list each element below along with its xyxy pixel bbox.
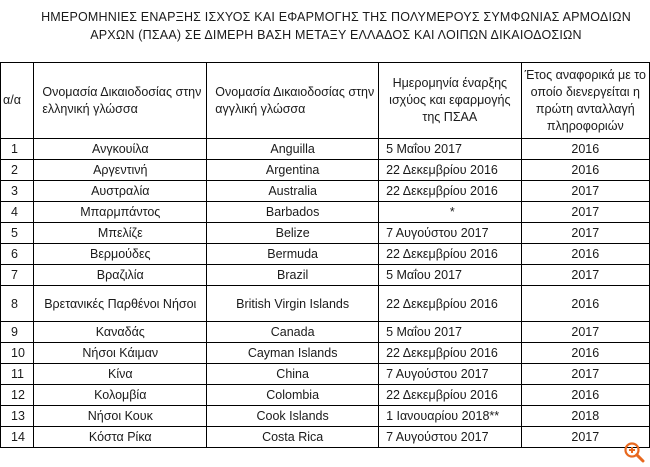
start-date-cell: 22 Δεκεμβρίου 2016 (379, 385, 522, 406)
title-line-2: ΑΡΧΩΝ (ΠΣΑΑ) ΣΕ ΔΙΜΕΡΗ ΒΑΣΗ ΜΕΤΑΞΥ ΕΛΛΑΔΟΣ ΚΑΙ ΛΟΙΠΩΝ ΔΙΚΑΙΟΔΟΣΙΩΝ (90, 28, 582, 42)
row-number: 12 (1, 385, 34, 406)
greek-name-cell: Νήσοι Κουκ (34, 406, 207, 427)
start-date-cell: 22 Δεκεμβρίου 2016 (379, 343, 522, 364)
row-number: 6 (1, 244, 34, 265)
table-row (1, 181, 650, 202)
first-exchange-year-cell: 2016 (521, 139, 649, 160)
greek-name-cell: Μπελίζε (34, 223, 207, 244)
greek-name-cell: Αυστραλία (34, 181, 207, 202)
start-date-cell: 7 Αυγούστου 2017 (379, 223, 522, 244)
greek-name-cell: Μπαρμπάντος (34, 202, 207, 223)
table-header-row (1, 63, 650, 139)
start-date-cell: 22 Δεκεμβρίου 2016 (379, 286, 522, 322)
first-exchange-year-cell: 2016 (521, 385, 649, 406)
row-number: 13 (1, 406, 34, 427)
start-date-cell: 22 Δεκεμβρίου 2016 (379, 160, 522, 181)
table-row (1, 343, 650, 364)
first-exchange-year-cell: 2016 (521, 343, 649, 364)
header-first-exchange-year: Έτος αναφορικά με το οποίο διενεργείται η πρώτη ανταλλαγή πληροφοριών (521, 63, 649, 139)
table-row (1, 160, 650, 181)
row-number: 4 (1, 202, 34, 223)
zoom-in-icon[interactable] (622, 440, 646, 464)
first-exchange-year-cell: 2016 (521, 286, 649, 322)
start-date-cell: 5 Μαΐου 2017 (379, 322, 522, 343)
row-number: 9 (1, 322, 34, 343)
title-line-1: ΗΜΕΡΟΜΗΝΙΕΣ ΕΝΑΡΞΗΣ ΙΣΧΥΟΣ ΚΑΙ ΕΦΑΡΜΟΓΗΣ ΤΗΣ ΠΟΛΥΜΕΡΟΥΣ ΣΥΜΦΩΝΙΑΣ ΑΡΜΟΔΙΩΝ (41, 10, 631, 24)
first-exchange-year-cell: 2017 (521, 181, 649, 202)
table-row (1, 364, 650, 385)
first-exchange-year-cell: 2017 (521, 364, 649, 385)
greek-name-cell: Αργεντινή (34, 160, 207, 181)
header-greek-name: Ονομασία Δικαιοδοσίας στην ελληνική γλώσσα (34, 63, 207, 139)
row-number: 3 (1, 181, 34, 202)
english-name-cell: British Virgin Islands (207, 286, 379, 322)
start-date-cell: 5 Μαΐου 2017 (379, 139, 522, 160)
english-name-cell: Cook Islands (207, 406, 379, 427)
first-exchange-year-cell: 2017 (521, 265, 649, 286)
start-date-cell: 7 Αυγούστου 2017 (379, 427, 522, 448)
greek-name-cell: Βραζιλία (34, 265, 207, 286)
start-date-cell: 1 Ιανουαρίου 2018** (379, 406, 522, 427)
row-number: 7 (1, 265, 34, 286)
first-exchange-year-cell: 2017 (521, 223, 649, 244)
start-date-cell: 22 Δεκεμβρίου 2016 (379, 181, 522, 202)
english-name-cell: Argentina (207, 160, 379, 181)
row-number: 5 (1, 223, 34, 244)
english-name-cell: China (207, 364, 379, 385)
first-exchange-year-cell: 2016 (521, 244, 649, 265)
jurisdictions-table (0, 62, 650, 448)
row-number: 11 (1, 364, 34, 385)
english-name-cell: Anguilla (207, 139, 379, 160)
first-exchange-year-cell: 2018 (521, 406, 649, 427)
table-row (1, 406, 650, 427)
header-number: α/α (1, 63, 34, 139)
table-row (1, 286, 650, 322)
greek-name-cell: Καναδάς (34, 322, 207, 343)
start-date-cell: * (379, 202, 522, 223)
header-start-date: Ημερομηνία έναρξης ισχύος και εφαρμογής της ΠΣΑΑ (379, 63, 522, 139)
table-row (1, 265, 650, 286)
start-date-cell: 7 Αυγούστου 2017 (379, 364, 522, 385)
english-name-cell: Costa Rica (207, 427, 379, 448)
table-row (1, 385, 650, 406)
english-name-cell: Australia (207, 181, 379, 202)
row-number: 8 (1, 286, 34, 322)
table-row (1, 427, 650, 448)
first-exchange-year-cell: 2016 (521, 160, 649, 181)
start-date-cell: 5 Μαΐου 2017 (379, 265, 522, 286)
table-row (1, 322, 650, 343)
greek-name-cell: Κίνα (34, 364, 207, 385)
table-row (1, 139, 650, 160)
greek-name-cell: Βερμούδες (34, 244, 207, 265)
english-name-cell: Bermuda (207, 244, 379, 265)
greek-name-cell: Νήσοι Κάιμαν (34, 343, 207, 364)
row-number: 1 (1, 139, 34, 160)
start-date-cell: 22 Δεκεμβρίου 2016 (379, 244, 522, 265)
row-number: 10 (1, 343, 34, 364)
greek-name-cell: Ανγκουίλα (34, 139, 207, 160)
document-title (36, 8, 636, 44)
first-exchange-year-cell: 2017 (521, 202, 649, 223)
english-name-cell: Belize (207, 223, 379, 244)
row-number: 14 (1, 427, 34, 448)
english-name-cell: Brazil (207, 265, 379, 286)
greek-name-cell: Κολομβία (34, 385, 207, 406)
table-row (1, 202, 650, 223)
row-number: 2 (1, 160, 34, 181)
table-row (1, 223, 650, 244)
greek-name-cell: Βρετανικές Παρθένοι Νήσοι (34, 286, 207, 322)
first-exchange-year-cell: 2017 (521, 427, 649, 448)
english-name-cell: Barbados (207, 202, 379, 223)
greek-name-cell: Κόστα Ρίκα (34, 427, 207, 448)
english-name-cell: Colombia (207, 385, 379, 406)
table-row (1, 244, 650, 265)
first-exchange-year-cell: 2017 (521, 322, 649, 343)
header-english-name: Ονομασία Δικαιοδοσίας στην αγγλική γλώσσα (207, 63, 379, 139)
english-name-cell: Cayman Islands (207, 343, 379, 364)
english-name-cell: Canada (207, 322, 379, 343)
